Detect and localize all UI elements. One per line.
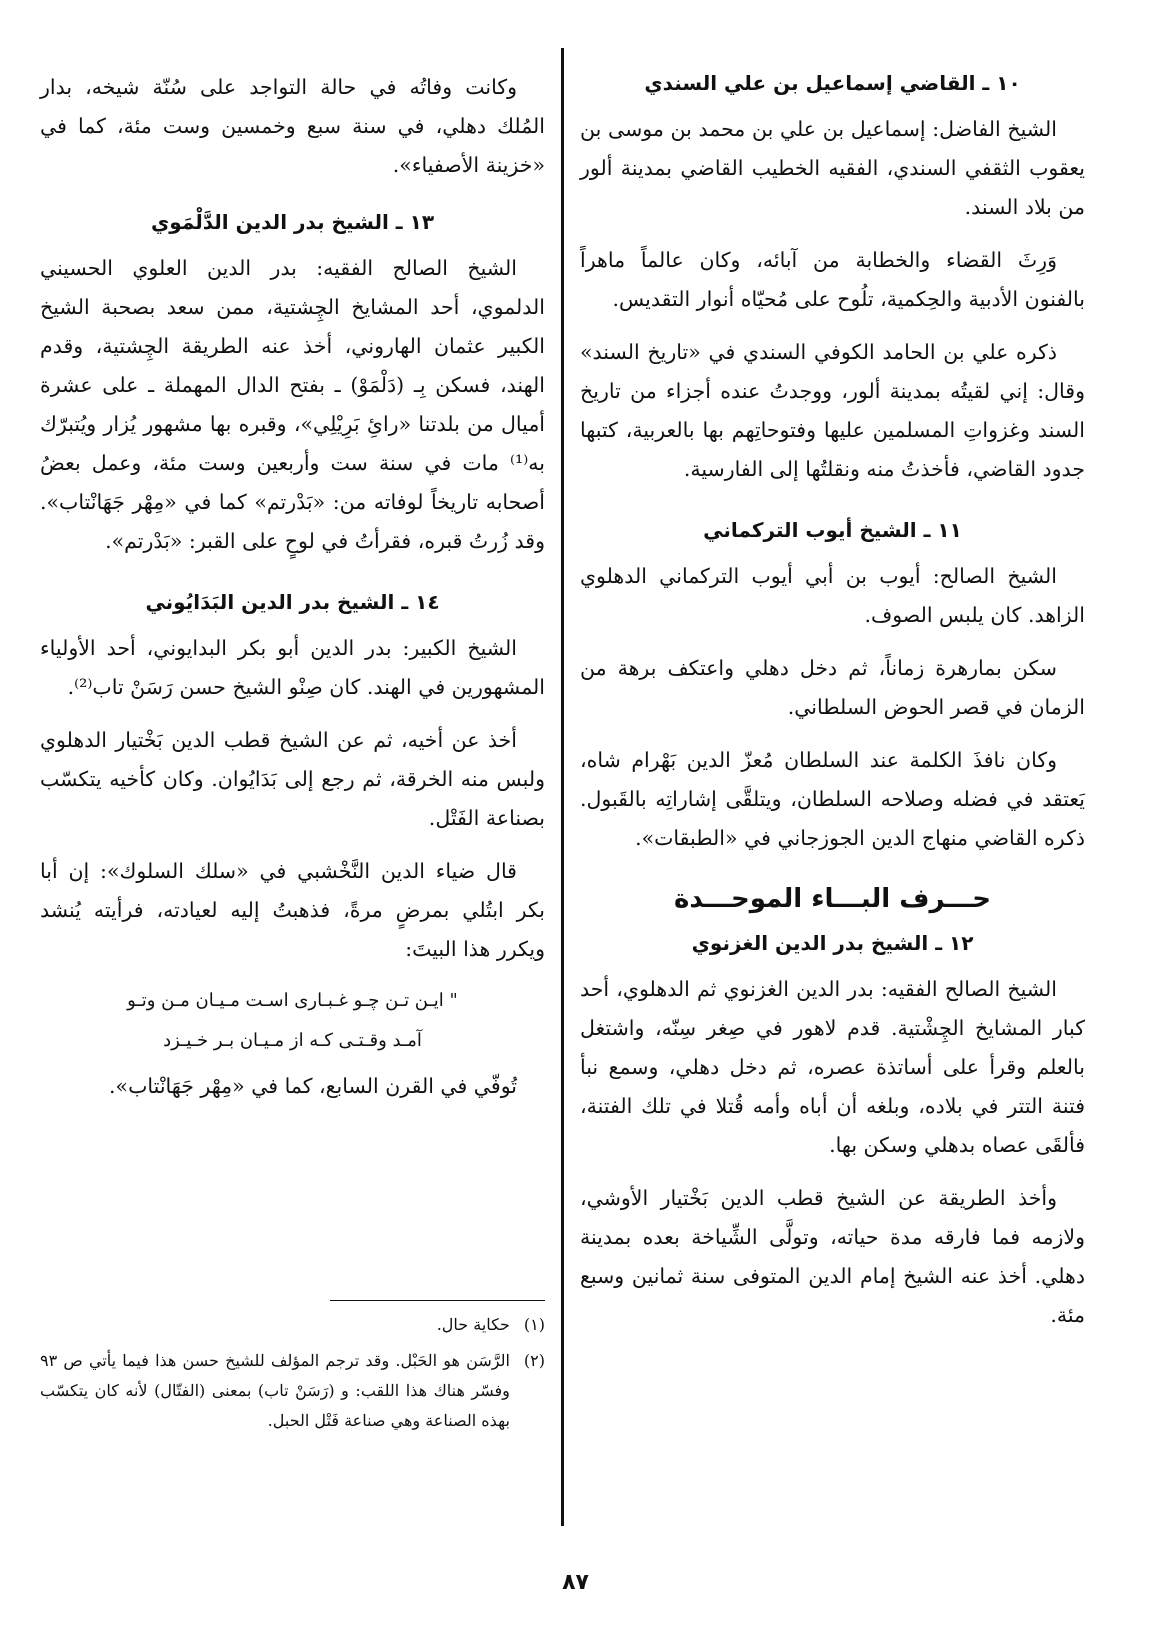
paragraph: الشيخ الصالح: أيوب بن أبي أيوب التركماني الدهلوي الزاهد. كان يلبس الصوف. — [580, 564, 1085, 627]
paragraph: الشيخ الفاضل: إسماعيل بن علي بن محمد بن موسى بن يعقوب الثقفي السندي، الفقيه الخطيب القاضي بمدينة ألور من بلاد السند. — [580, 117, 1085, 219]
entry-heading-10: ١٠ ـ القاضي إسماعيل بن علي السندي — [644, 71, 1021, 95]
column-divider — [561, 48, 564, 1526]
paragraph: ذكره علي بن الحامد الكوفي السندي في «تاريخ السند» وقال: إني لقيتُه بمدينة ألور، ووجدتُ عنده أجزاء من تاريخ السند وغزواتِ المسلمين عليها وفتوحاتِهم بها بالعربية، كتبها جدود القاضي، فأخذتُ منه ونقلتُها إلى الفارسية. — [580, 340, 1085, 481]
entry-heading-12: ١٢ ـ الشيخ بدر الدين الغزنوي — [691, 931, 974, 955]
right-column — [580, 68, 1085, 1349]
footnote-text: حكاية حال. — [436, 1315, 510, 1334]
footnotes — [40, 1310, 545, 1442]
footnote-text: الرَّسَن هو الحَبْل. وقد ترجم المؤلف للشيخ حسن هذا فيما يأتي ص ٩٣ وفسّر هناك هذا اللقب: و (رَسَنْ تاب) بمعنى (الفتّال) لأنه كان يتكسّب بهذه الصناعة وهي صناعة فَتْل الحبل. — [40, 1351, 510, 1430]
entry-heading-13: ١٣ ـ الشيخ بدر الدين الدَّلْمَوي — [150, 210, 435, 234]
paragraph: وأخذ الطريقة عن الشيخ قطب الدين بَخْتيار الأوشي، ولازمه فما فارقه مدة حياته، وتولَّى الشِّياخة بعده بمدينة دهلي. أخذ عنه الشيخ إمام الدين المتوفى سنة ثمانين وسبع مئة. — [580, 1186, 1085, 1327]
paragraph: وكان نافذَ الكلمة عند السلطان مُعزّ الدين بَهْرام شاه، يَعتقد في فضله وصلاحه السلطان، ويتلقَّى إشاراتِه بالقَبول. ذكره القاضي منهاج الدين الجوزجاني في «الطبقات». — [580, 748, 1085, 850]
paragraph: الشيخ الكبير: بدر الدين أبو بكر البدايوني، أحد الأولياء المشهورين في الهند. كان صِنْو الشيخ حسن رَسَنْ تاب⁽²⁾. — [40, 636, 545, 699]
footnote — [40, 1346, 545, 1436]
verse-line: آمـد وقـتـى كـه از مـيـان بـر خـيـزد — [163, 1030, 422, 1051]
paragraph: أخذ عن أخيه، ثم عن الشيخ قطب الدين بَخْتيار الدهلوي ولبس منه الخرقة، ثم رجع إلى بَدَايُوان. وكان كأخيه يتكسّب بصناعة الفَتْل. — [40, 728, 545, 830]
paragraph: تُوفّي في القرن السابع، كما في «مِهْر جَهَانْتاب». — [109, 1074, 517, 1098]
paragraph: الشيخ الصالح الفقيه: بدر الدين العلوي الحسيني الدلموي، أحد المشايخ الچِشتية، ممن سعد بصحبة الشيخ الكبير عثمان الهاروني، أخذ عنه الطريقة الچِشتية، وقدم الهند، فسكن بِـ (دَلْمَوْ) ـ بفتح الدال المهملة ـ على عشرة أميال من بلدتنا «رائِ بَرِيْلِي»، وقبره بها مشهور يُزار ويُتبرّك به⁽¹⁾ مات في سنة ست وأربعين وست مئة، وعمل بعضُ أصحابه تاريخاً لوفاته من: «بَدْرتم» كما في «مِهْر جَهَانْتاب». وقد زُرتُ قبره، فقرأتُ في لوحٍ على القبر: «بَدْرتم». — [40, 256, 545, 553]
entry-heading-14: ١٤ ـ الشيخ بدر الدين البَدَايُوني — [145, 590, 440, 614]
verse-line: " ايـن تـن چـو غـبـارى اسـت مـيـان مـن وتـو — [127, 990, 458, 1011]
paragraph: الشيخ الصالح الفقيه: بدر الدين الغزنوي ثم الدهلوي، أحد كبار المشايخ الچِشْتية. قدم لاهور في صِغر سِنّه، واشتغل بالعلم وقرأ على أساتذة عصره، ثم دخل دهلي، وسمع نبأ فتنة التتر في بلاده، وبلغه أن أباه وأمه قُتلا في تلك الفتنة، فألقَى عصاه بدهلي وسكن بها. — [580, 977, 1085, 1157]
entry-heading-11: ١١ ـ الشيخ أيوب التركماني — [703, 518, 962, 542]
page-number: ٨٧ — [562, 1570, 589, 1595]
section-heading: حـــرف البـــاء الموحـــدة — [673, 884, 992, 914]
footnote — [40, 1310, 545, 1340]
footnote-number: (١) — [523, 1315, 545, 1334]
paragraph: وكانت وفاتُه في حالة التواجد على سُنّة شيخه، بدار المُلك دهلي، في سنة سبع وخمسين وست مئة، كما في «خزينة الأصفياء». — [40, 75, 545, 177]
footnote-number: (٢) — [523, 1351, 545, 1370]
paragraph: سكن بمارهرة زماناً، ثم دخل دهلي واعتكف برهة من الزمان في قصر الحوض السلطاني. — [580, 656, 1085, 719]
paragraph: قال ضياء الدين النَّخْشبي في «سلك السلوك»: إن أبا بكر ابتُلي بمرضٍ مرةً، فذهبتُ إليه لعيادته، فرأيته يُنشد ويكرر هذا البيتَ: — [40, 859, 545, 961]
footnote-divider — [330, 1300, 545, 1301]
paragraph: وَرِثَ القضاء والخطابة من آبائه، وكان عالماً ماهراً بالفنون الأدبية والحِكمية، تلُوح على مُحيّاه أنوار التقديس. — [580, 248, 1085, 311]
left-column — [40, 68, 545, 1120]
